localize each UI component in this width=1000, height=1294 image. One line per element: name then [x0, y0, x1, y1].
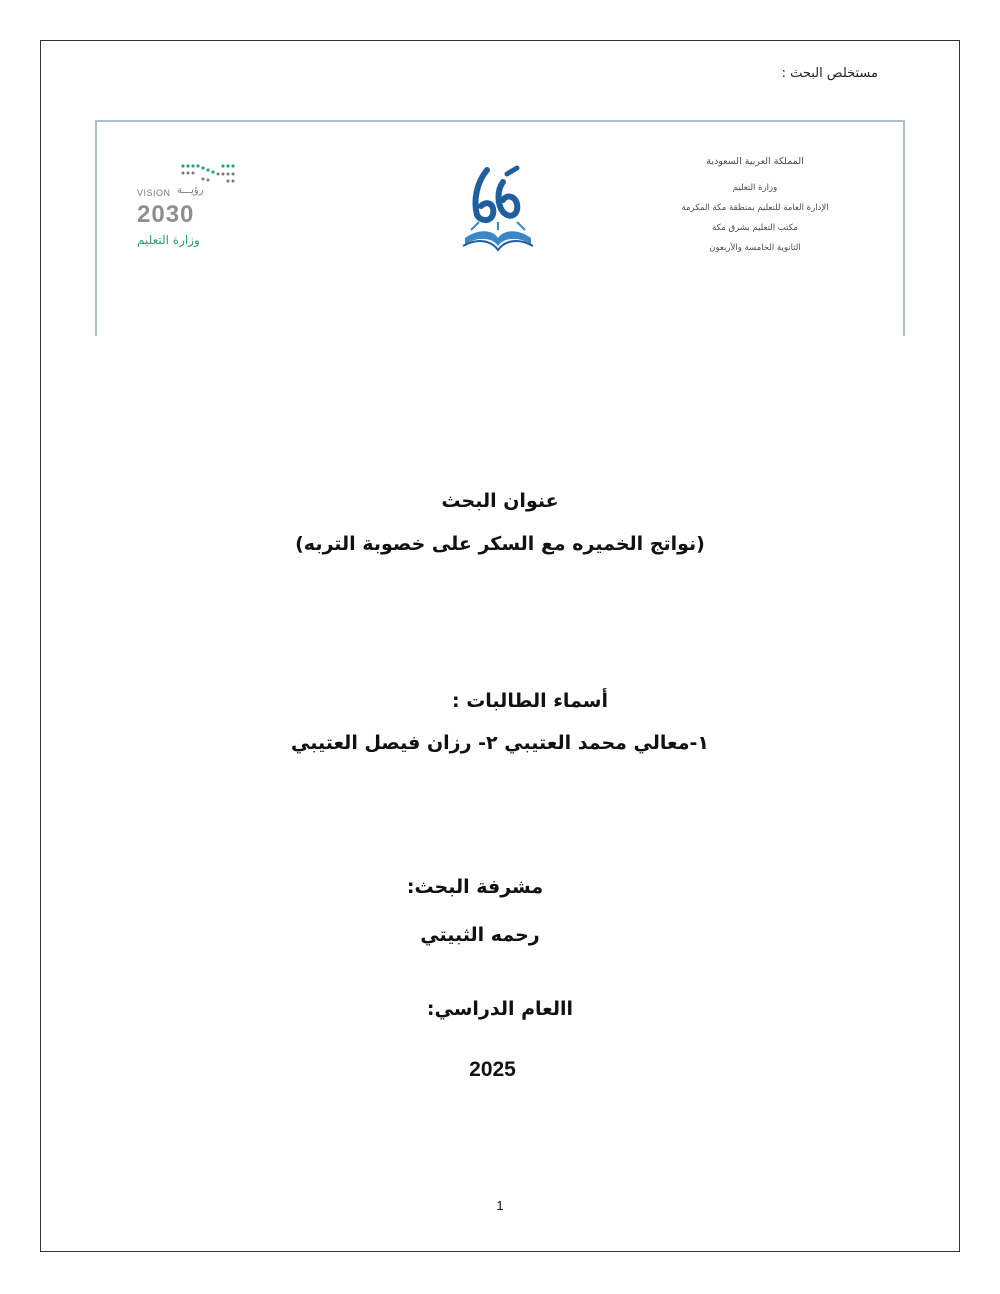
supervisor-label: مشرفة البحث: — [406, 876, 544, 898]
abstract-header-label: مستخلص البحث : — [781, 66, 878, 81]
academic-year-value: 2025 — [469, 1058, 516, 1081]
research-title: (نواتج الخميره مع السكر على خصوبة التربه) — [295, 533, 705, 555]
ministry-logo-text: وزارة التعليم — [137, 233, 200, 247]
school-logo — [457, 160, 539, 260]
institution-text-block — [655, 152, 855, 258]
school-line: الثانوية الخامسة والأربعون — [709, 243, 801, 253]
students-names: ١-معالي محمد العتيبي ٢- رزان فيصل العتيبي — [290, 732, 710, 754]
supervisor-name: رحمه الثبيتي — [420, 924, 540, 946]
academic-year-label: االعام الدراسي: — [426, 998, 574, 1020]
page-number: 1 — [496, 1198, 504, 1213]
students-label: أسماء الطالبات : — [451, 690, 609, 712]
school-45-logo-icon — [457, 160, 539, 260]
kingdom-line: المملكة العربية السعودية — [706, 156, 804, 167]
admin-line: الإدارة العامة للتعليم بمنطقة مكة المكرمة — [681, 203, 829, 213]
vision-label-en: VISION — [137, 188, 171, 198]
vision-dots-icon — [179, 162, 239, 184]
vision-year: 2030 — [137, 201, 195, 228]
research-title-label: عنوان البحث — [441, 490, 559, 512]
office-line: مكتب التعليم بشرق مكة — [712, 223, 798, 233]
school-banner — [95, 120, 905, 336]
vision-2030-logo — [137, 158, 237, 258]
ministry-line: وزارة التعليم — [732, 183, 778, 193]
vision-label-ar: رؤيـــة — [177, 185, 204, 196]
